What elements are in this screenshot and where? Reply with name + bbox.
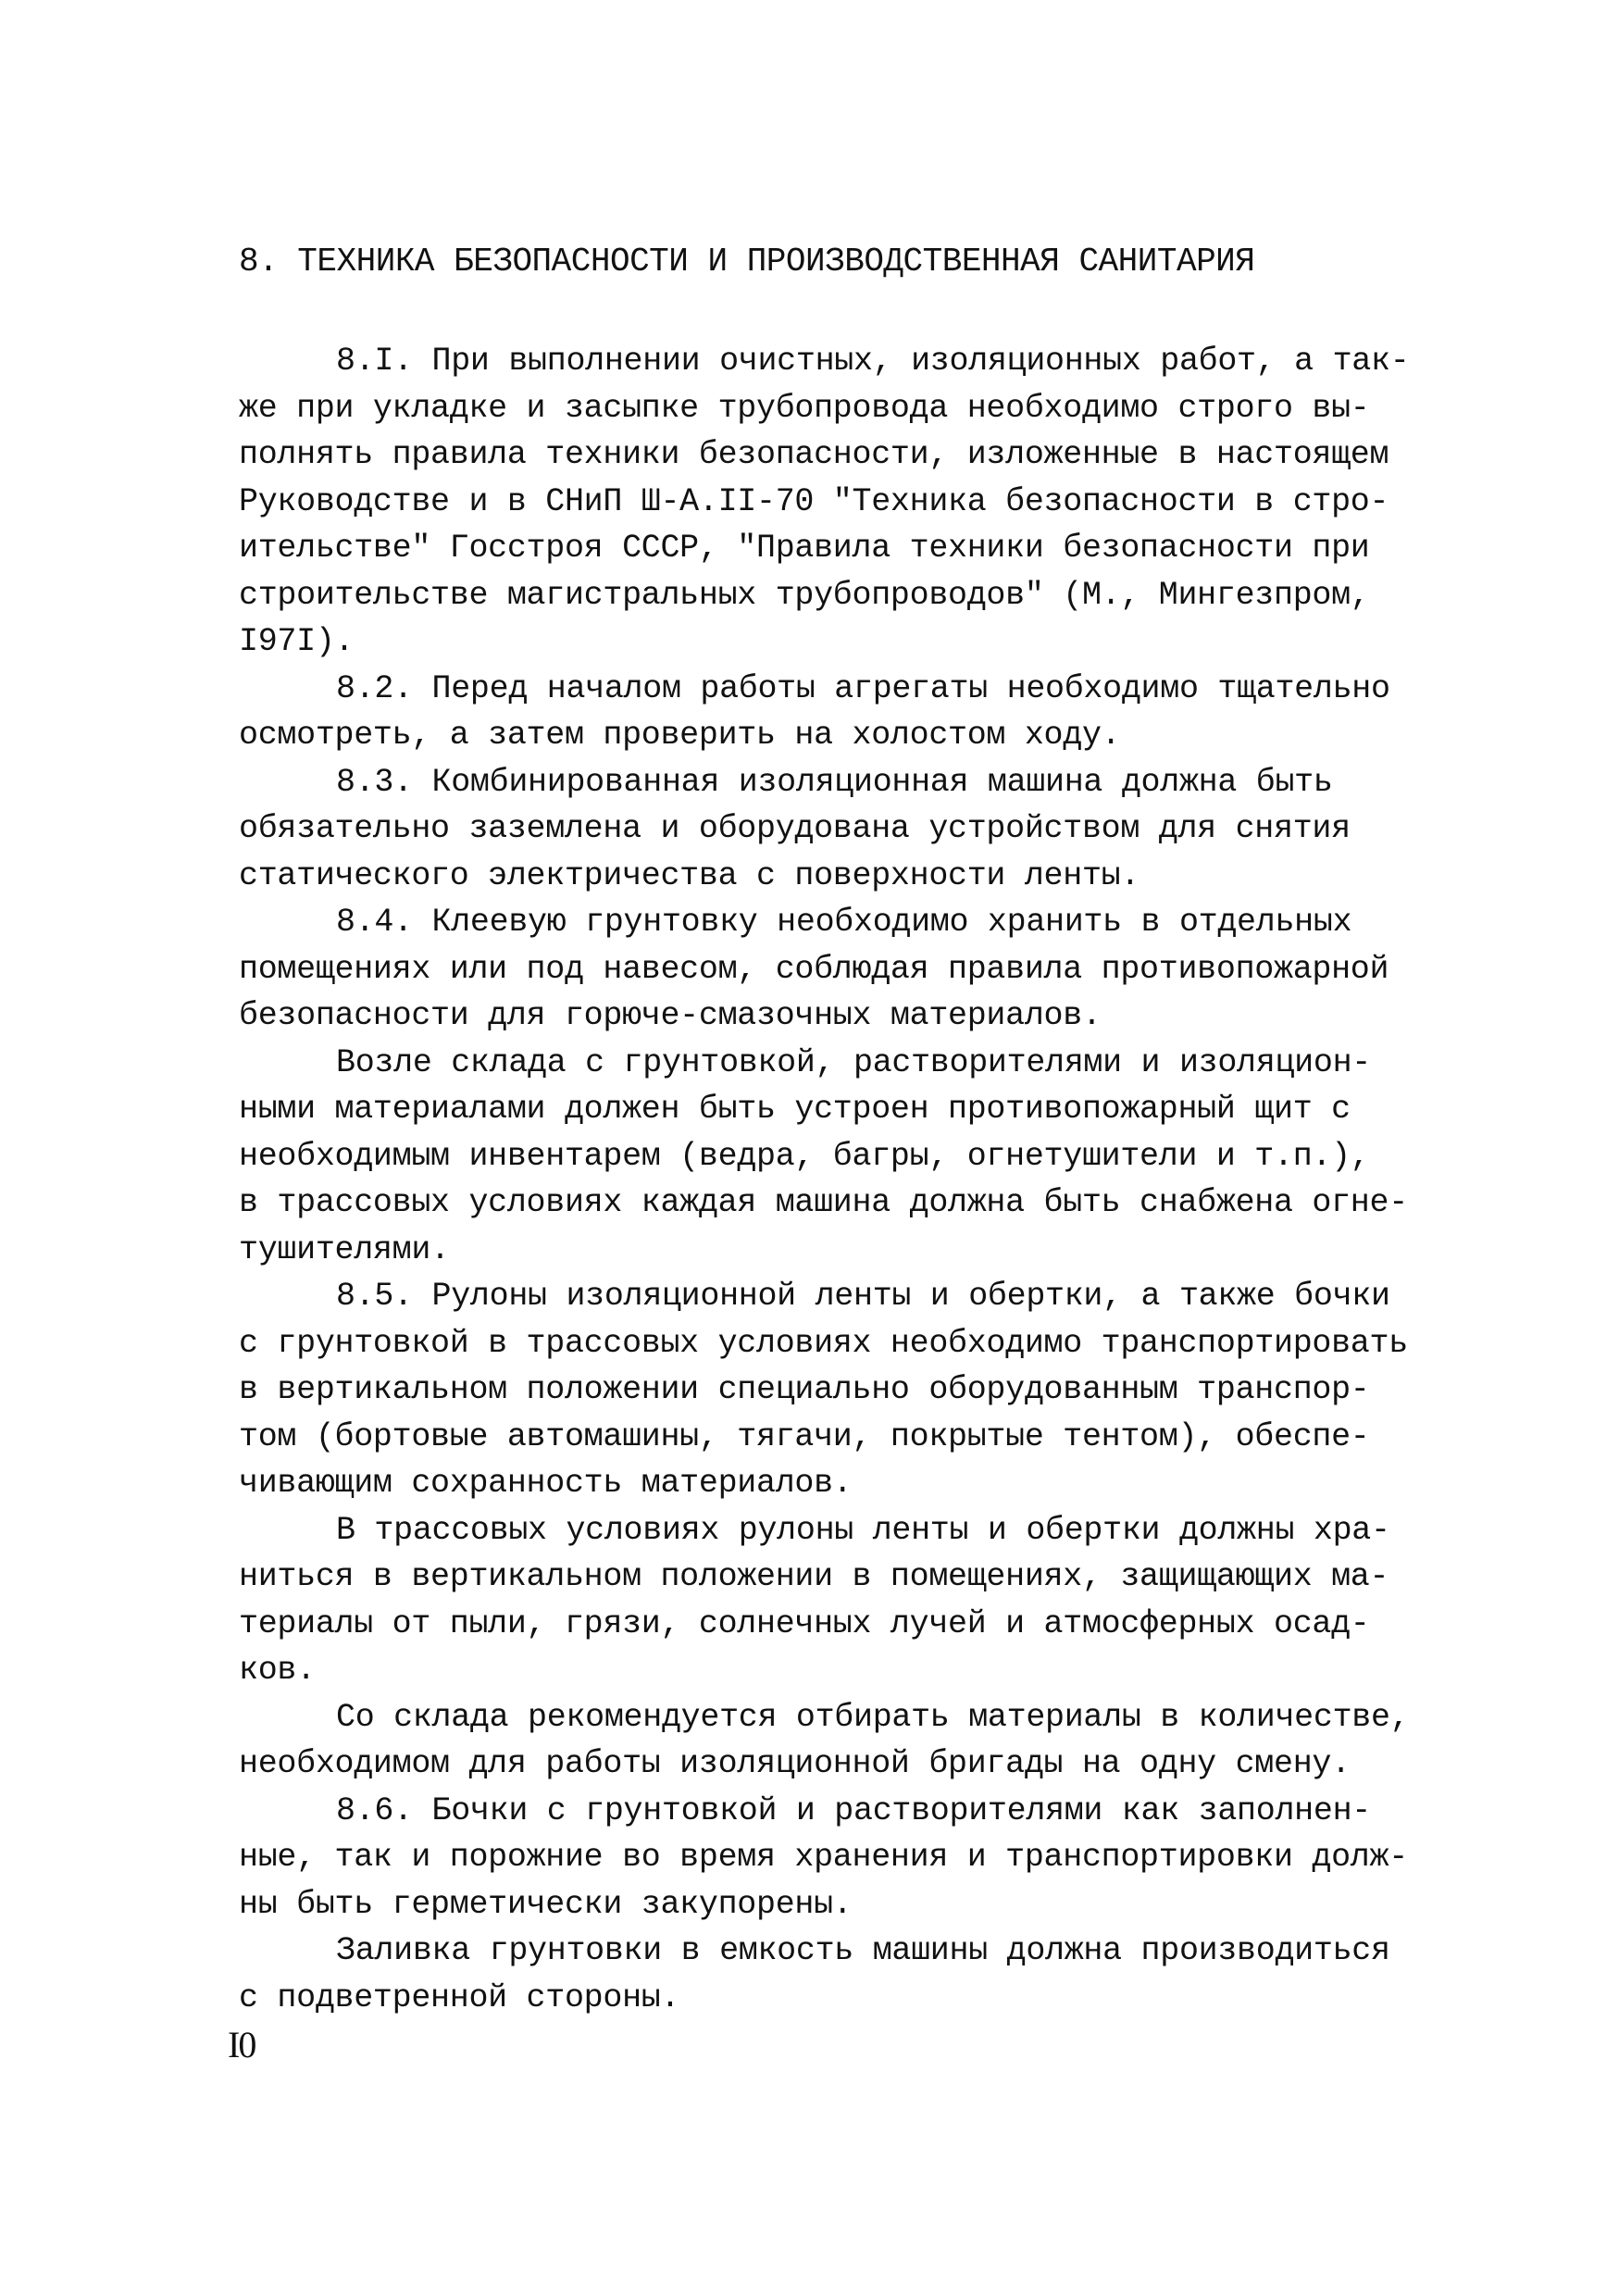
- text-line: ные, так и порожние во время хранения и транспортировки долж-: [239, 1839, 1408, 1876]
- text-line: 8.2. Перед началом работы агрегаты необходимо тщательно: [336, 669, 1390, 707]
- text-line: 8.I. При выполнении очистных, изоляционных работ, а так-: [336, 343, 1410, 380]
- text-line: Возле склада с грунтовкой, растворителями и изоляцион-: [336, 1043, 1371, 1081]
- text-line: безопасности для горюче-смазочных материалов.: [239, 997, 1102, 1034]
- text-line: 8.4. Клеевую грунтовку необходимо хранить в отдельных: [336, 904, 1352, 941]
- text-line: строительстве магистральных трубопроводов" (М., Мингезпром,: [239, 576, 1370, 614]
- text-line: 8.3. Комбинированная изоляционная машина должна быть: [336, 763, 1333, 801]
- text-line: ков.: [239, 1652, 316, 1689]
- text-line: статического электричества с поверхности ленты.: [239, 856, 1140, 894]
- page-number: I0: [228, 2024, 255, 2065]
- text-line: том (бортовые автомашины, тягачи, покрытые тентом), обеспе-: [239, 1417, 1370, 1455]
- text-line: 8.5. Рулоны изоляционной ленты и обертки, а также бочки: [336, 1278, 1390, 1315]
- text-line: ны быть герметически закупорены.: [239, 1885, 853, 1923]
- text-line: ниться в вертикальном положении в помещениях, защищающих ма-: [239, 1558, 1389, 1595]
- text-line: чивающим сохранность материалов.: [239, 1465, 853, 1502]
- text-line: обязательно заземлена и оборудована устройством для снятия: [239, 810, 1351, 847]
- text-line: в вертикальном положении специально оборудованным транспор-: [239, 1371, 1370, 1408]
- section-heading: 8. ТЕХНИКА БЕЗОПАСНОСТИ И ПРОИЗВОДСТВЕННАЯ САНИТАРИЯ: [239, 243, 1255, 281]
- text-line: Со склада рекомендуется отбирать материалы в количестве,: [336, 1698, 1410, 1736]
- text-line: с грунтовкой в трассовых условиях необходимо транспортировать: [239, 1324, 1408, 1362]
- text-line: в трассовых условиях каждая машина должна быть снабжена огне-: [239, 1184, 1408, 1221]
- text-line: помещениях или под навесом, соблюдая правила противопожарной: [239, 950, 1389, 988]
- text-line: ительстве" Госстроя СССР, "Правила техники безопасности при: [239, 530, 1370, 567]
- text-line: тушителями.: [239, 1230, 450, 1268]
- text-line: 8.6. Бочки с грунтовкой и растворителями как заполнен-: [336, 1791, 1371, 1829]
- text-line: полнять правила техники безопасности, изложенные в настоящем: [239, 436, 1389, 473]
- text-line: В трассовых условиях рулоны ленты и обертки должны хра-: [336, 1511, 1390, 1549]
- text-line: ными материалами должен быть устроен противопожарный щит с: [239, 1091, 1351, 1128]
- text-line: Руководстве и в СНиП Ш-А.II-70 "Техника безопасности в стро-: [239, 482, 1389, 520]
- text-line: I97I).: [239, 623, 355, 660]
- text-line: Заливка грунтовки в емкость машины должна производиться: [336, 1932, 1390, 1969]
- text-line: необходимым инвентарем (ведра, багры, огнетушители и т.п.),: [239, 1137, 1370, 1175]
- text-line: териалы от пыли, грязи, солнечных лучей и атмосферных осад-: [239, 1604, 1370, 1642]
- text-line: же при укладке и засыпке трубопровода необходимо строго вы-: [239, 389, 1370, 427]
- text-line: с подветренной стороны.: [239, 1978, 680, 2016]
- text-line: необходимом для работы изоляционной бригады на одну смену.: [239, 1745, 1351, 1782]
- section-body: [239, 338, 1410, 2021]
- text-line: осмотреть, а затем проверить на холостом ходу.: [239, 717, 1121, 754]
